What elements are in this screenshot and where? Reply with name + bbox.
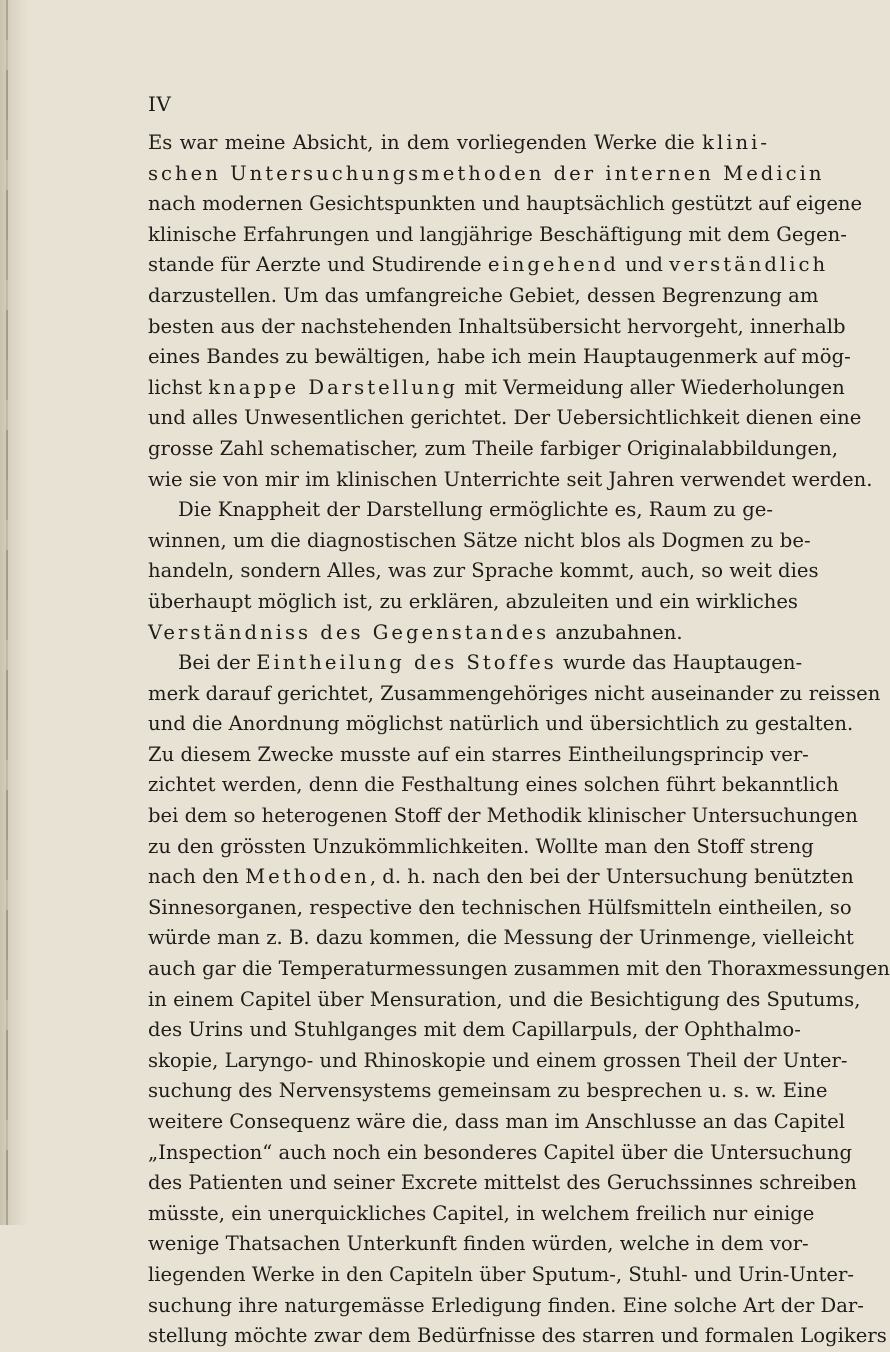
text-line [148,985,861,1016]
text-line [148,648,803,679]
text-line [148,1046,848,1077]
text-run: , d. h. nach den bei der Untersuchung benützten [369,865,854,889]
binding-edge [6,0,8,1225]
text-run: Bei der [178,651,257,675]
spaced-emphasis: knappe Darstellung [208,375,458,399]
text-line [148,923,854,954]
text-run: „Inspection“ auch noch ein besonderes Capitel über die Untersuchung [148,1140,852,1164]
text-line [148,312,846,343]
text-line [148,434,838,465]
text-run: nach modernen Gesichtspunkten und hauptsächlich gestützt auf eigene [148,192,863,216]
text-line [148,740,809,771]
text-line [148,342,851,373]
text-run: besten aus der nachstehenden Inhaltsübersicht hervorgeht, innerhalb [148,314,846,338]
text-run: lichst [148,375,209,399]
text-line [148,495,774,526]
text-run: weitere Consequenz wäre die, dass man im Anschlusse an das Capitel [148,1110,846,1133]
spaced-emphasis: schen Untersuchungsmethoden der internen Medicin [148,161,825,185]
text-line [148,1076,828,1107]
text-line [148,832,814,863]
text-line [148,1229,809,1260]
text-run: und die Anordnung möglichst natürlich und übersichtlich zu gestalten. [148,712,854,736]
text-run: wie sie von mir im klinischen Unterrichte seit Jahren verwendet werden. [148,467,873,491]
text-line [148,1321,887,1352]
text-run: des Urins und Stuhlganges mit dem Capillarpuls, der Ophthalmo- [148,1018,801,1042]
text-run: suchung ihre naturgemässe Erledigung finden. Eine solche Art der Dar- [148,1293,864,1317]
text-line [148,862,854,893]
text-run: des Patienten und seiner Excrete mittelst des Geruchssinnes schreiben [148,1171,857,1195]
spaced-emphasis: Verständniss des Gegenstandes [148,620,550,644]
text-line [148,709,854,740]
text-run: nach den [148,865,246,889]
text-line [148,373,845,404]
text-line [148,189,863,220]
text-run: bei dem so heterogenen Stoff der Methodik klinischer Untersuchungen [148,804,858,828]
text-line [148,465,873,496]
text-run: winnen, um die diagnostischen Sätze nicht blos als Dogmen zu be- [148,528,811,552]
text-run: und alles Unwesentlichen gerichtet. Der Uebersichtlichkeit dienen eine [148,406,862,430]
text-line [148,556,819,587]
text-line [148,587,798,618]
text-line [148,1291,864,1322]
text-run: suchung des Nervensystems gemeinsam zu besprechen u. s. w. Eine [148,1079,828,1103]
text-line [148,250,829,281]
text-run: handeln, sondern Alles, was zur Sprache kommt, auch, so weit dies [148,559,819,583]
text-run: Es war meine Absicht, in dem vorliegenden Werke die [148,131,703,154]
text-line [148,526,811,557]
spaced-emphasis: klini- [702,131,770,154]
text-line [148,281,819,312]
text-run: merk darauf gerichtet, Zusammengehöriges nicht auseinander zu reissen [148,681,881,705]
text-run: eines Bandes zu bewältigen, habe ich mein Hauptaugenmerk auf mög- [148,345,851,369]
text-run: liegenden Werke in den Capiteln über Sputum-, Stuhl- und Urin-Unter- [148,1262,854,1286]
text-run: und [618,253,670,277]
text-run: stellung möchte zwar dem Bedürfnisse des starren und formalen Logikers [148,1324,887,1348]
text-run: Sinnesorganen, respective den technischen Hülfsmitteln eintheilen, so [148,895,852,919]
text-line [148,618,770,649]
page-number: IV [148,92,172,116]
text-run: wenige Thatsachen Unterkunft finden würden, welche in dem vor- [148,1232,809,1256]
text-run: klinische Erfahrungen und langjährige Beschäftigung mit dem Gegen- [148,222,847,246]
text-run: mit Vermeidung aller Wiederholungen [457,375,845,399]
text-run: Zu diesem Zwecke musste auf ein starres Eintheilungsprincip ver- [148,742,809,766]
text-line [148,1260,854,1291]
text-line [148,770,839,801]
text-run: skopie, Laryngo- und Rhinoskopie und einem grossen Theil der Unter- [148,1048,848,1072]
text-run: würde man z. B. dazu kommen, die Messung der Urinmenge, vielleicht [148,926,854,950]
text-line [148,801,858,832]
text-line [148,220,847,251]
text-line [148,1107,846,1138]
text-run: Die Knappheit der Darstellung ermöglichte es, Raum zu ge- [178,498,774,522]
text-line [148,159,825,190]
text-run: wurde das Hauptaugen- [556,651,803,675]
text-line [148,403,862,434]
body-text [148,128,890,1352]
text-run: zichtet werden, denn die Festhaltung eines solchen führt bekanntlich [148,773,839,797]
text-run: stande für Aerzte und Studirende [148,253,488,277]
text-line [148,1015,801,1046]
text-run: müsste, ein unerquickliches Capitel, in welchem freilich nur einige [148,1201,815,1225]
spaced-emphasis: verständlich [669,253,829,277]
page-gutter-shadow [0,0,26,1225]
spaced-emphasis: eingehend [487,253,619,277]
text-run: anzubahnen. [549,620,683,644]
text-run: in einem Capitel über Mensuration, und die Besichtigung des Sputums, [148,987,861,1011]
text-run: überhaupt möglich ist, zu erklären, abzuleiten und ein wirkliches [148,589,798,613]
spaced-emphasis: Methoden [245,865,370,889]
text-line [148,954,890,985]
text-line [148,1138,852,1169]
text-line [148,893,852,924]
text-run: darzustellen. Um das umfangreiche Gebiet, dessen Begrenzung am [148,283,819,307]
spaced-emphasis: Eintheilung des Stoffes [256,651,557,675]
text-line [148,1168,857,1199]
text-line [148,1199,815,1230]
text-run: zu den grössten Unzukömmlichkeiten. Wollte man den Stoff streng [148,834,814,858]
text-run: grosse Zahl schematischer, zum Theile farbiger Originalabbildungen, [148,436,838,460]
text-run: auch gar die Temperaturmessungen zusammen mit den Thoraxmessungen [148,957,890,981]
text-line [148,679,881,710]
text-line [148,128,770,159]
